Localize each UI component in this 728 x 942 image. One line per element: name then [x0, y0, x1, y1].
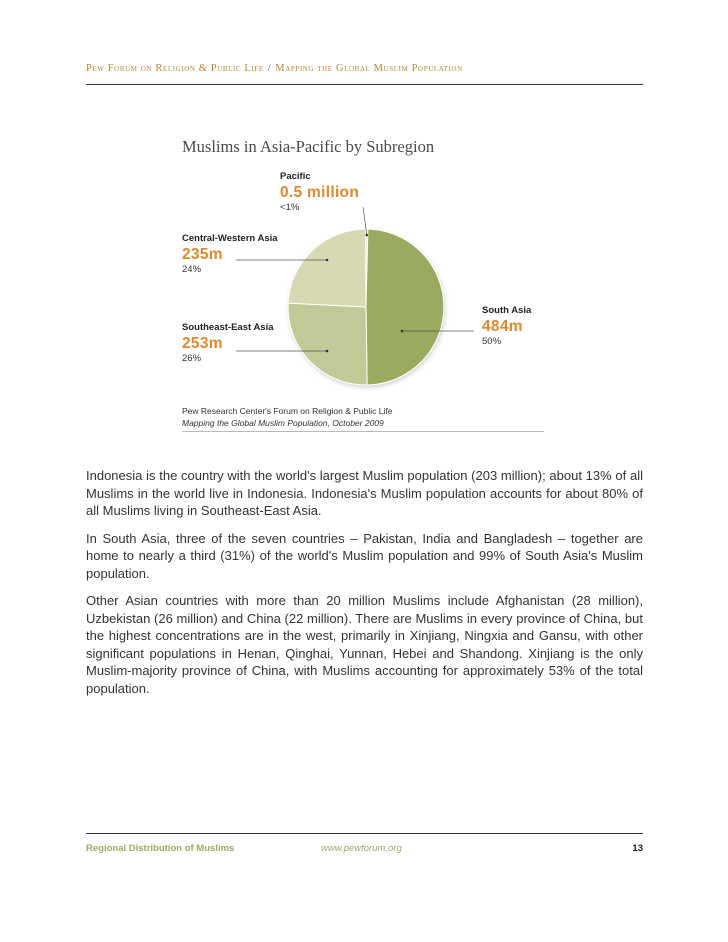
paragraph-other-asian-countries: Other Asian countries with more than 20 million Muslims include Afghanistan (28 million), Uzbekistan (26 million) and China (22 million). There are Muslims in every province of China, but the highest concentrations are in the west, primarily in Xinjiang, Ningxia and Gansu, with other significant populations in Henan, Qinghai, Yunnan, Hebei and Shandong. Xinjiang is the only Muslim-majority province of China, with Muslims accounting for approximately 53% of the total population. [86, 593, 643, 696]
pie-slice-central-western-asia [288, 229, 366, 307]
leader-south-asia-dot [401, 330, 404, 333]
header-publisher: Pew Forum on Religion & Public Life [86, 63, 264, 74]
leader-pacific-dot [365, 234, 368, 237]
label-cwa-percent: 24% [182, 264, 202, 275]
chart-title: Muslims in Asia-Pacific by Subregion [182, 137, 435, 156]
header-report-title: Mapping the Global Muslim Population [275, 63, 463, 74]
header-separator: / [267, 63, 272, 74]
label-south-asia-name: South Asia [482, 305, 532, 316]
label-south-asia-percent: 50% [482, 336, 502, 347]
source-rule [182, 431, 544, 432]
label-sea-name: Southeast-East Asia [182, 322, 274, 333]
label-pacific-percent: <1% [280, 202, 300, 213]
label-south-asia [482, 305, 531, 348]
paragraph-indonesia: Indonesia is the country with the world's largest Muslim population (203 million); about 13% of all Muslims in the world live in Indonesia. Indonesia's Muslim population accounts for about 80% of all Muslims living in Southeast-East Asia. [86, 468, 643, 518]
label-central-western-asia [182, 233, 278, 276]
leader-central-western-asia-dot [326, 259, 329, 262]
footer-rule [86, 833, 643, 834]
footer-website[interactable]: www.pewforum.org [321, 843, 402, 854]
pie-slice-southeast-east-asia [288, 303, 367, 385]
chart-source [182, 405, 392, 429]
source-line-2: Mapping the Global Muslim Population, October 2009 [182, 418, 384, 428]
pie-slice-south-asia [366, 229, 444, 385]
leader-southeast-east-asia-dot [326, 350, 329, 353]
label-pacific-value: 0.5 million [280, 184, 360, 201]
page-number: 13 [632, 843, 643, 854]
label-pacific-name: Pacific [280, 171, 311, 182]
paragraph-south-asia: In South Asia, three of the seven countries – Pakistan, India and Bangladesh – together are home to nearly a third (31%) of the world's Muslim population and 99% of South Asia's Muslim population. [86, 530, 643, 581]
label-south-asia-value: 484m [482, 318, 523, 335]
footer-section-title: Regional Distribution of Muslims [86, 843, 235, 854]
body-text [86, 467, 643, 707]
label-sea-value: 253m [182, 335, 223, 352]
label-cwa-value: 235m [182, 246, 223, 263]
label-southeast-east-asia [182, 322, 274, 365]
label-cwa-name: Central-Western Asia [182, 233, 278, 244]
source-line-1: Pew Research Center's Forum on Religion & Public Life [182, 406, 393, 416]
label-pacific [280, 171, 359, 214]
label-sea-percent: 26% [182, 353, 202, 364]
